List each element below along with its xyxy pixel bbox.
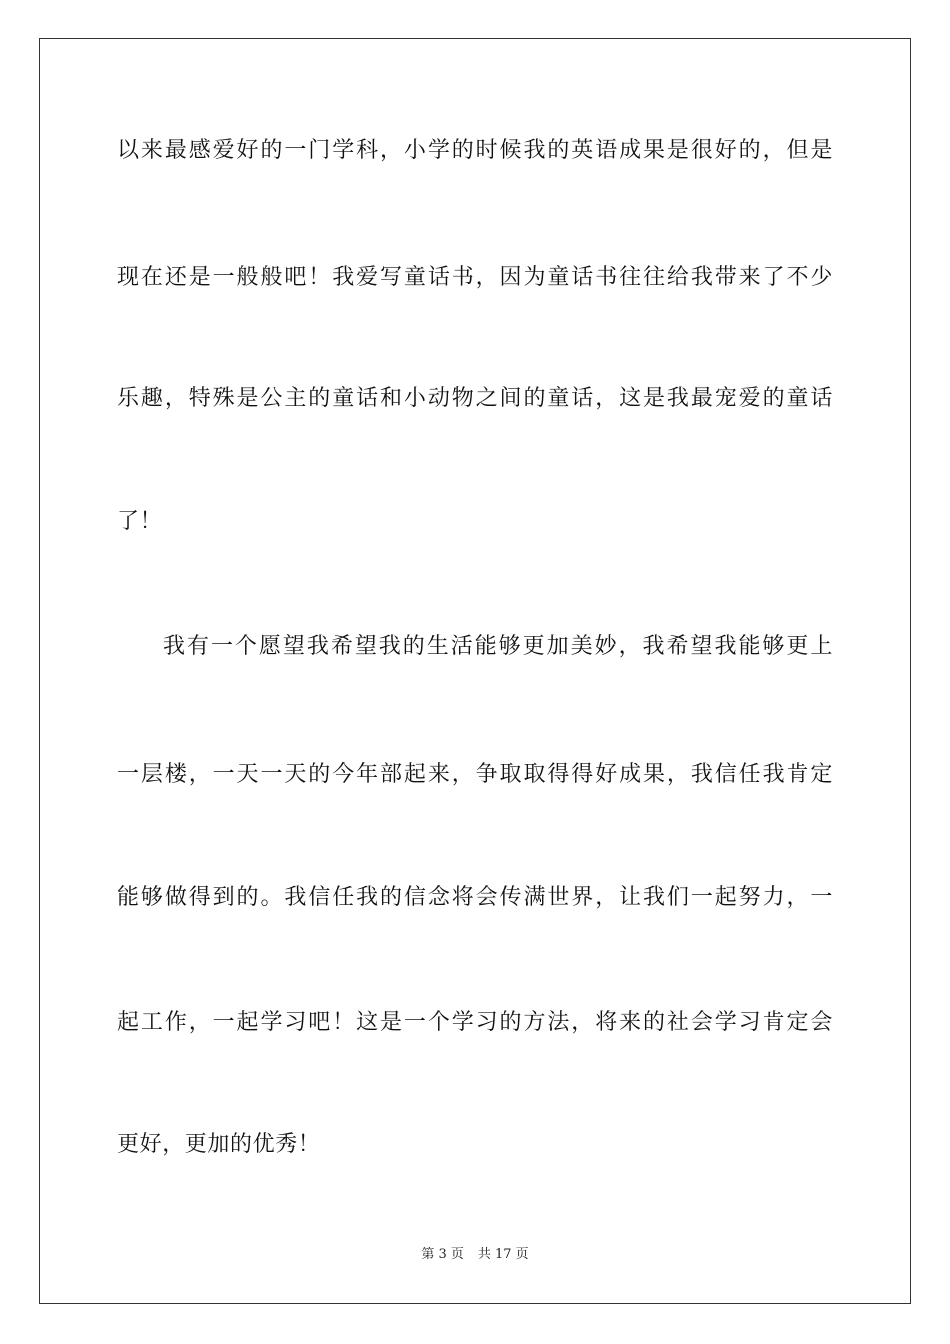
body-line-3: 乐趣，特殊是公主的童话和小动物之间的童话，这是我最宠爱的童话 — [117, 386, 833, 411]
body-line-2: 现在还是一般般吧！我爱写童话书，因为童话书往往给我带来了不少 — [117, 265, 833, 290]
page-footer — [0, 1246, 950, 1264]
body-line-6: 一层楼，一天一天的今年部起来，争取取得得好成果，我信任我肯定 — [117, 762, 833, 787]
body-line-1: 以来最感爱好的一门学科，小学的时候我的英语成果是很好的，但是 — [117, 138, 833, 163]
page-border — [39, 38, 911, 1304]
body-line-5: 我有一个愿望我希望我的生活能够更加美妙，我希望我能够更上 — [163, 634, 833, 659]
body-line-8: 起工作，一起学习吧！这是一个学习的方法，将来的社会学习肯定会 — [117, 1010, 833, 1035]
body-line-7: 能够做得到的。我信任我的信念将会传满世界，让我们一起努力，一 — [117, 885, 833, 910]
page-total: 共 17 页 — [477, 1247, 529, 1262]
page-number: 第 3 页 — [421, 1247, 464, 1262]
body-line-4: 了！ — [117, 509, 163, 534]
body-line-9: 更好，更加的优秀！ — [117, 1132, 321, 1157]
